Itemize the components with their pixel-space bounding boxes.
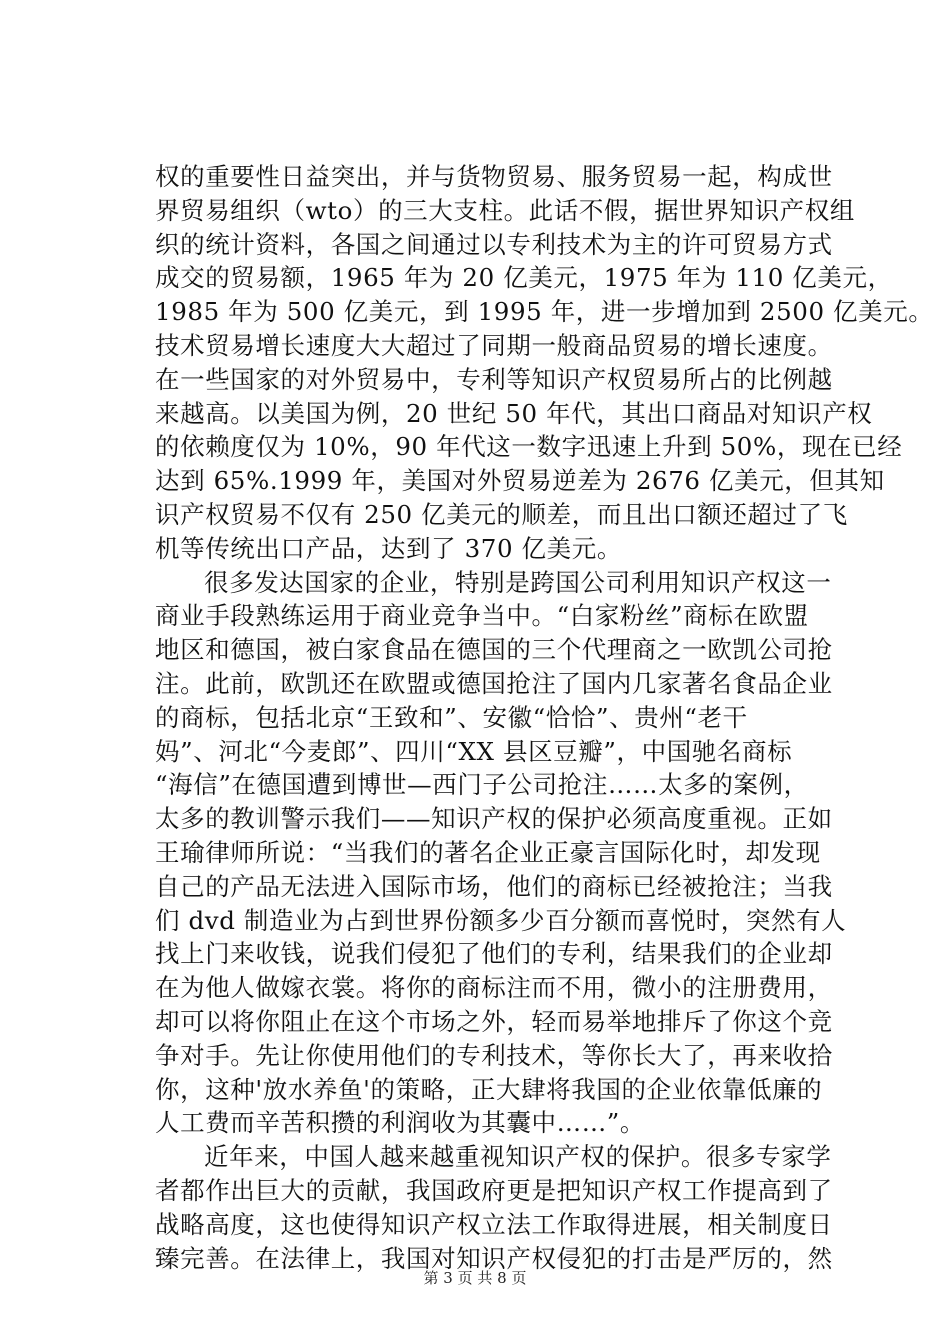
- text-line: 的商标，包括北京“王致和”、安徽“恰恰”、贵州“老干: [155, 702, 748, 732]
- page-number-footer: 第 3 页 共 8 页: [423, 1269, 527, 1287]
- text-line: 机等传统出口产品，达到了 370 亿美元。: [155, 533, 622, 563]
- text-line: 战略高度，这也使得知识产权立法工作取得进展，相关制度日: [155, 1209, 833, 1239]
- text-line: 权的重要性日益突出，并与货物贸易、服务贸易一起，构成世: [155, 162, 833, 191]
- text-line: 商业手段熟练运用于商业竞争当中。“白家粉丝”商标在欧盟: [155, 601, 809, 631]
- text-line: 界贸易组织（wto）的三大支柱。此话不假，据世界知识产权组: [155, 195, 855, 225]
- text-line: 识产权贸易不仅有 250 亿美元的顺差，而且出口额还超过了飞: [155, 499, 848, 529]
- text-line: 1985 年为 500 亿美元，到 1995 年，进一步增加到 2500 亿美元。: [155, 297, 934, 327]
- text-line: 在一些国家的对外贸易中，专利等知识产权贸易所占的比例越: [155, 364, 833, 394]
- text-line: 人工费而辛苦积攒的利润收为其囊中……”。: [155, 1108, 646, 1138]
- text-line: 达到 65%.1999 年，美国对外贸易逆差为 2676 亿美元，但其知: [155, 466, 885, 496]
- text-line: 成交的贸易额，1965 年为 20 亿美元，1975 年为 110 亿美元，: [155, 263, 893, 293]
- text-line: 太多的教训警示我们——知识产权的保护必须高度重视。正如: [155, 804, 833, 834]
- text-line: 找上门来收钱，说我们侵犯了他们的专利，结果我们的企业却: [155, 939, 833, 969]
- text-line: 你，这种'放水养鱼'的策略，正大肆将我国的企业依靠低廉的: [155, 1074, 823, 1104]
- text-line: 近年来，中国人越来越重视知识产权的保护。很多专家学: [204, 1142, 832, 1172]
- text-line: 技术贸易增长速度大大超过了同期一般商品贸易的增长速度。: [155, 330, 833, 360]
- text-line: 王瑜律师所说：“当我们的著名企业正豪言国际化时，却发现: [155, 837, 821, 867]
- text-line: 织的统计资料，各国之间通过以专利技术为主的许可贸易方式: [155, 229, 833, 259]
- text-line: 很多发达国家的企业，特别是跨国公司利用知识产权这一: [204, 567, 832, 597]
- text-line: 自己的产品无法进入国际市场，他们的商标已经被抢注；当我: [155, 871, 833, 901]
- text-line: 妈”、河北“今麦郎”、四川“XX 县区豆瓣”，中国驰名商标: [155, 736, 793, 766]
- document-body: [155, 160, 934, 1275]
- text-line: 臻完善。在法律上，我国对知识产权侵犯的打击是严厉的，然: [155, 1243, 833, 1273]
- text-line: 在为他人做嫁衣裳。将你的商标注而不用，微小的注册费用，: [155, 973, 833, 1003]
- text-line: 们 dvd 制造业为占到世界份额多少百分额而喜悦时，突然有人: [155, 905, 847, 935]
- text-line: 却可以将你阻止在这个市场之外，轻而易举地排斥了你这个竞: [155, 1006, 833, 1036]
- text-line: “海信”在德国遭到博世—西门子公司抢注……太多的案例，: [155, 770, 809, 800]
- text-line: 来越高。以美国为例，20 世纪 50 年代，其出口商品对知识产权: [155, 398, 873, 428]
- text-line: 争对手。先让你使用他们的专利技术，等你长大了，再来收拾: [155, 1040, 833, 1070]
- text-line: 的依赖度仅为 10%，90 年代这一数字迅速上升到 50%，现在已经: [155, 432, 903, 462]
- text-line: 注。此前，欧凯还在欧盟或德国抢注了国内几家著名食品企业: [155, 668, 833, 698]
- text-line: 地区和德国，被白家食品在德国的三个代理商之一欧凯公司抢: [155, 635, 833, 665]
- text-line: 者都作出巨大的贡献，我国政府更是把知识产权工作提高到了: [155, 1175, 833, 1205]
